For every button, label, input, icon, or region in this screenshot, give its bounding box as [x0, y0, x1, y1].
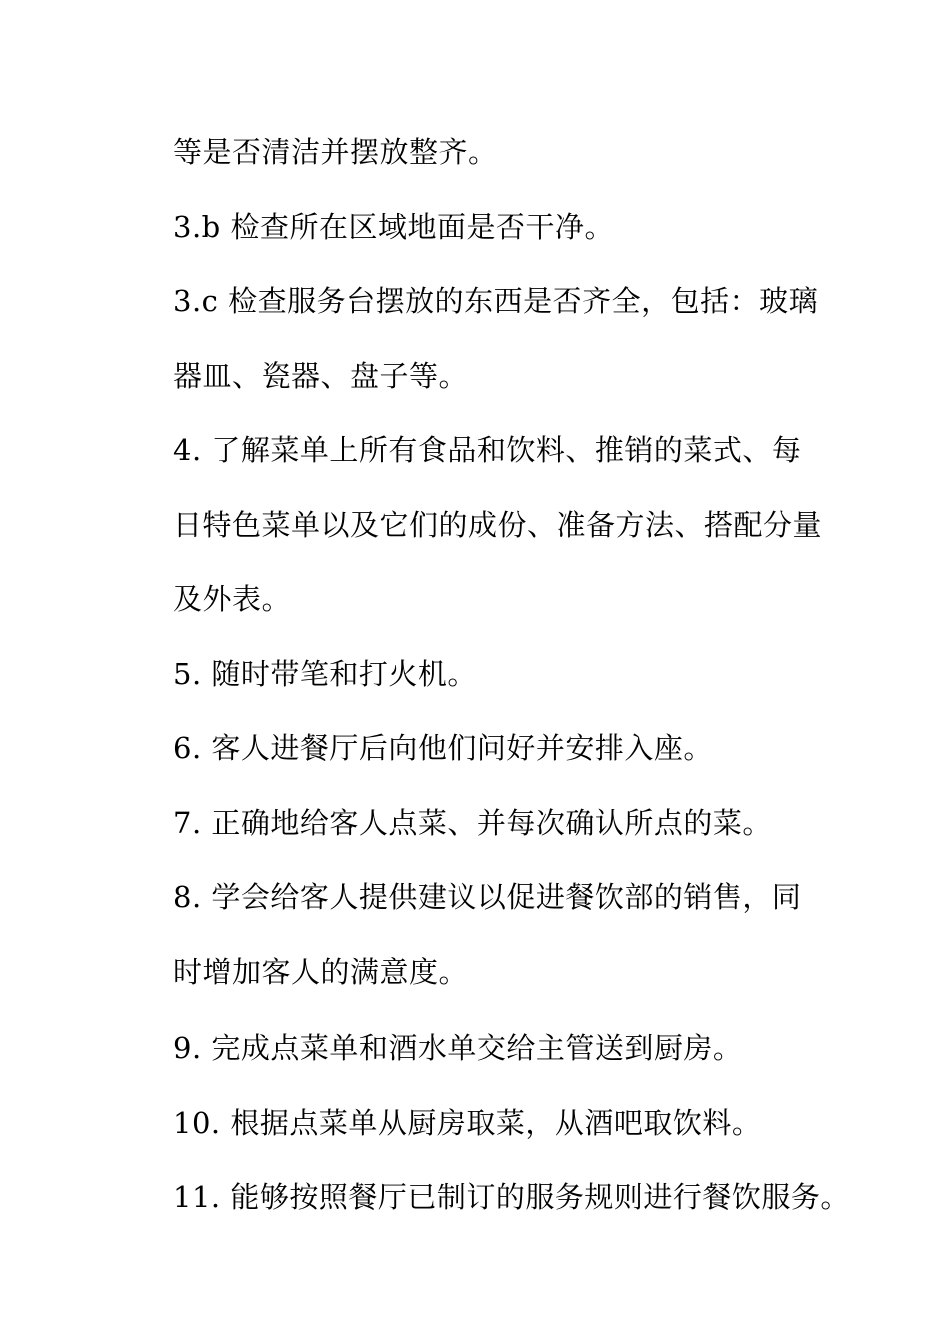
text-line-9: 6. 客人进餐厅后向他们问好并安排入座。 [173, 731, 713, 765]
text-line-2: 3.b 检查所在区域地面是否干净。 [173, 210, 614, 244]
text-line-14: 10. 根据点菜单从厨房取菜，从酒吧取饮料。 [173, 1106, 762, 1140]
text-line-13: 9. 完成点菜单和酒水单交给主管送到厨房。 [173, 1031, 743, 1065]
text-line-12: 时增加客人的满意度。 [173, 955, 469, 989]
text-line-5: 4. 了解菜单上所有食品和饮料、推销的菜式、每 [173, 433, 802, 467]
text-line-10: 7. 正确地给客人点菜、并每次确认所点的菜。 [173, 806, 772, 840]
text-line-4: 器皿、瓷器、盘子等。 [173, 359, 469, 393]
text-line-15: 11. 能够按照餐厅已制订的服务规则进行餐饮服务。 [173, 1180, 850, 1214]
text-line-11: 8. 学会给客人提供建议以促进餐饮部的销售，同 [173, 880, 802, 914]
text-line-6: 日特色菜单以及它们的成份、准备方法、搭配分量 [173, 508, 823, 542]
text-line-8: 5. 随时带笔和打火机。 [173, 657, 477, 691]
text-line-7: 及外表。 [173, 582, 292, 616]
text-line-3: 3.c 检查服务台摆放的东西是否齐全，包括：玻璃 [173, 284, 819, 318]
text-line-1: 等是否清洁并摆放整齐。 [173, 135, 498, 169]
